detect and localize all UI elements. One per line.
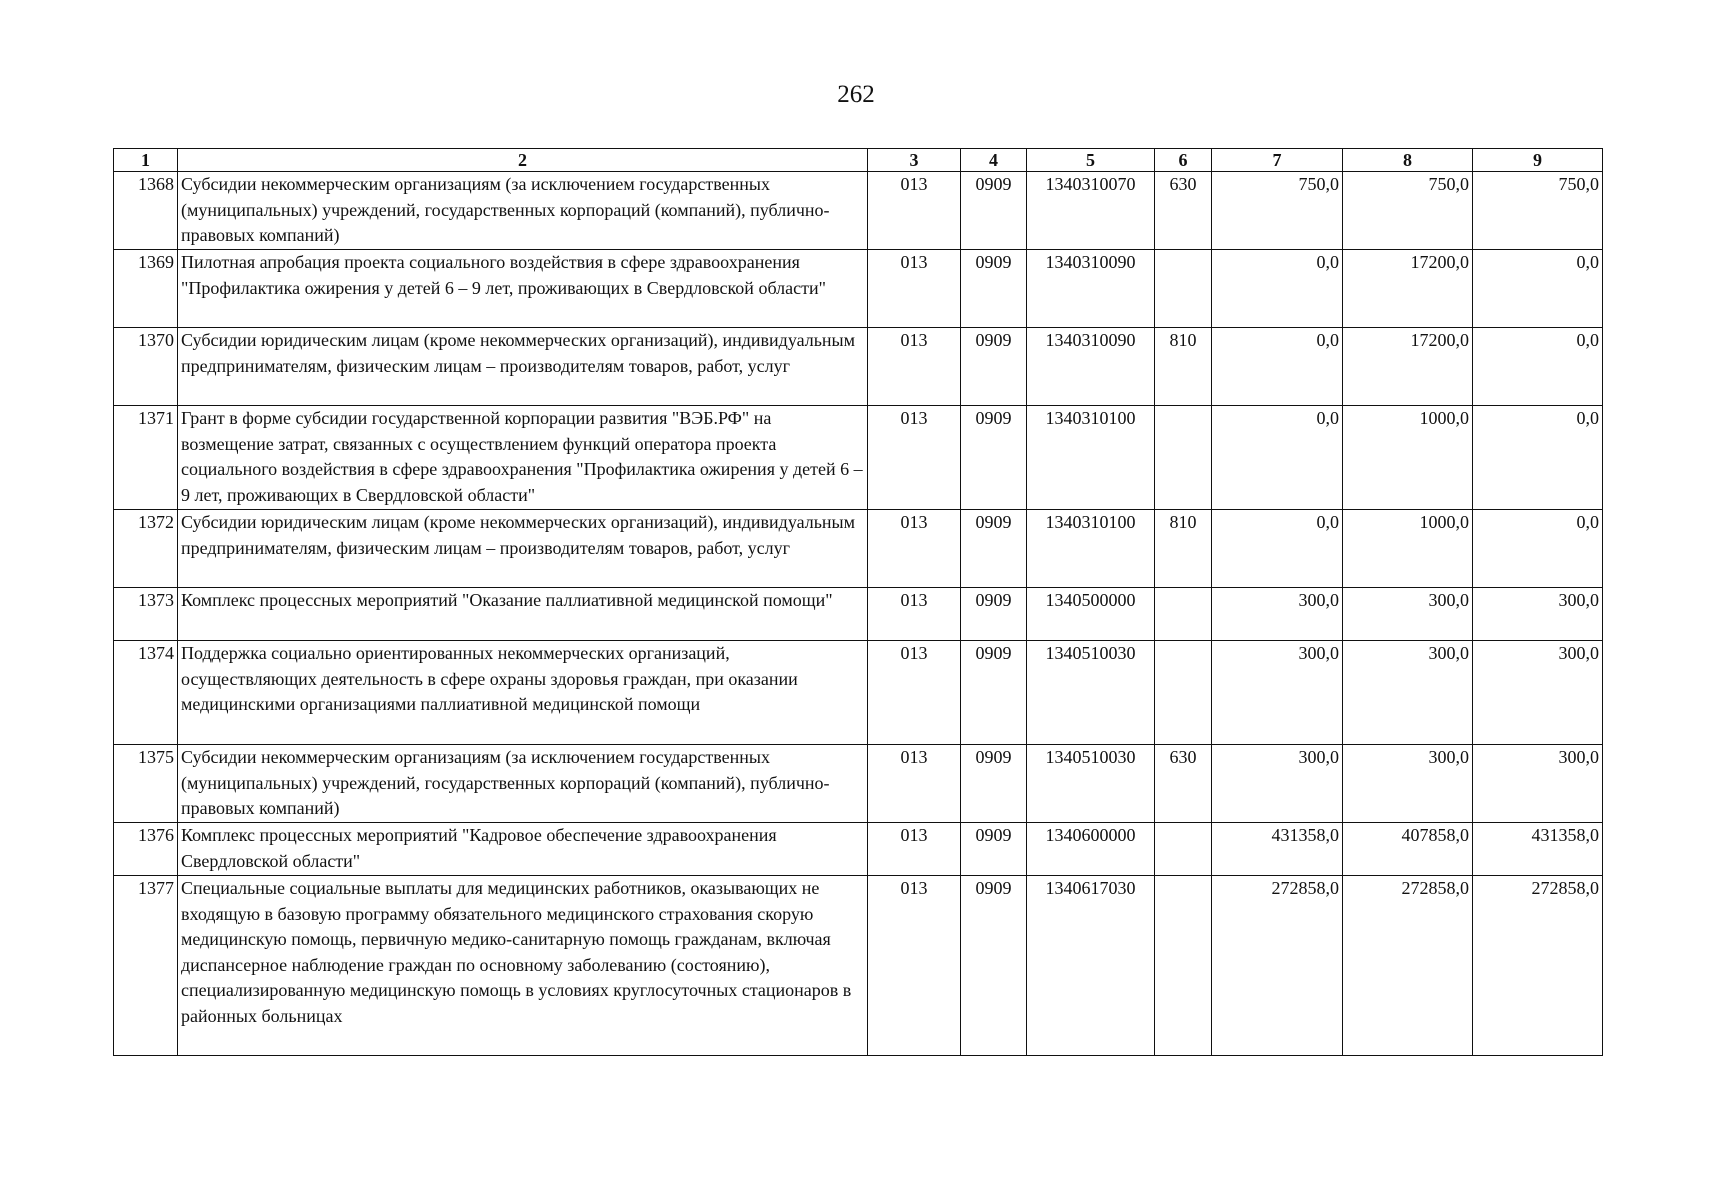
row-expense-type: 630 xyxy=(1155,745,1212,823)
row-name: Субсидии некоммерческим организациям (за исключением государственных (муниципальных) учреждений, государственных корпораций (компаний), публично-правовых компаний) xyxy=(178,172,868,250)
row-section-code: 0909 xyxy=(961,406,1027,510)
header-col-8: 8 xyxy=(1343,149,1473,172)
table-row xyxy=(114,406,1603,510)
row-section-code: 0909 xyxy=(961,588,1027,641)
row-target-code: 1340310090 xyxy=(1027,250,1155,328)
row-value-8: 17200,0 xyxy=(1343,250,1473,328)
table-row xyxy=(114,250,1603,328)
row-expense-type xyxy=(1155,641,1212,745)
header-col-4: 4 xyxy=(961,149,1027,172)
row-value-7: 0,0 xyxy=(1212,328,1343,406)
table-row xyxy=(114,641,1603,745)
row-value-8: 17200,0 xyxy=(1343,328,1473,406)
row-section-code: 0909 xyxy=(961,823,1027,876)
row-value-7: 300,0 xyxy=(1212,641,1343,745)
header-col-9: 9 xyxy=(1473,149,1603,172)
row-ministry-code: 013 xyxy=(868,328,961,406)
row-target-code: 1340600000 xyxy=(1027,823,1155,876)
row-target-code: 1340310070 xyxy=(1027,172,1155,250)
row-number: 1369 xyxy=(114,250,178,328)
row-value-9: 300,0 xyxy=(1473,745,1603,823)
row-expense-type xyxy=(1155,823,1212,876)
row-target-code: 1340500000 xyxy=(1027,588,1155,641)
row-value-9: 0,0 xyxy=(1473,510,1603,588)
row-value-9: 272858,0 xyxy=(1473,876,1603,1056)
header-col-7: 7 xyxy=(1212,149,1343,172)
header-col-3: 3 xyxy=(868,149,961,172)
row-value-9: 0,0 xyxy=(1473,250,1603,328)
row-section-code: 0909 xyxy=(961,172,1027,250)
row-number: 1371 xyxy=(114,406,178,510)
row-target-code: 1340310090 xyxy=(1027,328,1155,406)
row-expense-type: 630 xyxy=(1155,172,1212,250)
row-section-code: 0909 xyxy=(961,745,1027,823)
header-col-1: 1 xyxy=(114,149,178,172)
row-name: Комплекс процессных мероприятий "Оказание паллиативной медицинской помощи" xyxy=(178,588,868,641)
row-name: Субсидии некоммерческим организациям (за исключением государственных (муниципальных) учреждений, государственных корпораций (компаний), публично-правовых компаний) xyxy=(178,745,868,823)
row-expense-type xyxy=(1155,250,1212,328)
row-value-7: 0,0 xyxy=(1212,406,1343,510)
row-value-7: 750,0 xyxy=(1212,172,1343,250)
table-row xyxy=(114,745,1603,823)
table-row xyxy=(114,172,1603,250)
row-name: Комплекс процессных мероприятий "Кадровое обеспечение здравоохранения Свердловской области" xyxy=(178,823,868,876)
row-number: 1376 xyxy=(114,823,178,876)
row-name: Поддержка социально ориентированных некоммерческих организаций, осуществляющих деятельность в сфере охраны здоровья граждан, при оказании медицинскими организациями паллиативной медицинской помощи xyxy=(178,641,868,745)
row-value-9: 0,0 xyxy=(1473,406,1603,510)
table-header-row xyxy=(114,149,1603,172)
row-ministry-code: 013 xyxy=(868,172,961,250)
row-expense-type xyxy=(1155,876,1212,1056)
row-value-8: 300,0 xyxy=(1343,588,1473,641)
row-section-code: 0909 xyxy=(961,641,1027,745)
row-expense-type xyxy=(1155,588,1212,641)
row-value-8: 300,0 xyxy=(1343,745,1473,823)
row-ministry-code: 013 xyxy=(868,641,961,745)
budget-table xyxy=(113,148,1603,1056)
row-section-code: 0909 xyxy=(961,250,1027,328)
row-name: Субсидии юридическим лицам (кроме некоммерческих организаций), индивидуальным предпринимателям, физическим лицам – производителям товаров, работ, услуг xyxy=(178,328,868,406)
row-number: 1368 xyxy=(114,172,178,250)
page-number: 262 xyxy=(837,81,875,108)
row-ministry-code: 013 xyxy=(868,876,961,1056)
row-expense-type: 810 xyxy=(1155,328,1212,406)
row-name: Грант в форме субсидии государственной корпорации развития "ВЭБ.РФ" на возмещение затрат, связанных с осуществлением функций оператора проекта социального воздействия в сфере здравоохранения "Профилактика ожирения у детей 6 – 9 лет, проживающих в Свердловской области" xyxy=(178,406,868,510)
header-col-5: 5 xyxy=(1027,149,1155,172)
row-value-9: 0,0 xyxy=(1473,328,1603,406)
row-number: 1372 xyxy=(114,510,178,588)
row-number: 1373 xyxy=(114,588,178,641)
row-number: 1375 xyxy=(114,745,178,823)
row-value-9: 300,0 xyxy=(1473,641,1603,745)
row-ministry-code: 013 xyxy=(868,745,961,823)
row-value-9: 431358,0 xyxy=(1473,823,1603,876)
row-target-code: 1340310100 xyxy=(1027,510,1155,588)
row-value-7: 431358,0 xyxy=(1212,823,1343,876)
row-expense-type xyxy=(1155,406,1212,510)
row-value-8: 1000,0 xyxy=(1343,510,1473,588)
table-row xyxy=(114,588,1603,641)
row-name: Специальные социальные выплаты для медицинских работников, оказывающих не входящую в базовую программу обязательного медицинского страхования скорую медицинскую помощь, первичную медико-санитарную помощь гражданам, включая диспансерное наблюдение граждан по основному заболеванию (состоянию), специализированную медицинскую помощь в условиях круглосуточных стационаров в районных больницах xyxy=(178,876,868,1056)
row-ministry-code: 013 xyxy=(868,823,961,876)
row-ministry-code: 013 xyxy=(868,250,961,328)
table-row xyxy=(114,510,1603,588)
row-value-8: 750,0 xyxy=(1343,172,1473,250)
row-target-code: 1340310100 xyxy=(1027,406,1155,510)
header-col-6: 6 xyxy=(1155,149,1212,172)
row-number: 1374 xyxy=(114,641,178,745)
row-value-7: 272858,0 xyxy=(1212,876,1343,1056)
table-row xyxy=(114,328,1603,406)
row-ministry-code: 013 xyxy=(868,510,961,588)
row-value-8: 272858,0 xyxy=(1343,876,1473,1056)
header-col-2: 2 xyxy=(178,149,868,172)
row-ministry-code: 013 xyxy=(868,588,961,641)
row-target-code: 1340617030 xyxy=(1027,876,1155,1056)
table-row xyxy=(114,823,1603,876)
row-target-code: 1340510030 xyxy=(1027,745,1155,823)
row-value-7: 300,0 xyxy=(1212,588,1343,641)
row-name: Пилотная апробация проекта социального воздействия в сфере здравоохранения "Профилактика ожирения у детей 6 – 9 лет, проживающих в Свердловской области" xyxy=(178,250,868,328)
row-value-7: 300,0 xyxy=(1212,745,1343,823)
row-number: 1370 xyxy=(114,328,178,406)
row-value-8: 300,0 xyxy=(1343,641,1473,745)
row-section-code: 0909 xyxy=(961,876,1027,1056)
row-section-code: 0909 xyxy=(961,328,1027,406)
row-name: Субсидии юридическим лицам (кроме некоммерческих организаций), индивидуальным предпринимателям, физическим лицам – производителям товаров, работ, услуг xyxy=(178,510,868,588)
row-section-code: 0909 xyxy=(961,510,1027,588)
row-value-8: 1000,0 xyxy=(1343,406,1473,510)
row-value-9: 750,0 xyxy=(1473,172,1603,250)
table-row xyxy=(114,876,1603,1056)
row-value-9: 300,0 xyxy=(1473,588,1603,641)
row-expense-type: 810 xyxy=(1155,510,1212,588)
row-value-7: 0,0 xyxy=(1212,250,1343,328)
row-value-7: 0,0 xyxy=(1212,510,1343,588)
row-target-code: 1340510030 xyxy=(1027,641,1155,745)
row-value-8: 407858,0 xyxy=(1343,823,1473,876)
row-ministry-code: 013 xyxy=(868,406,961,510)
row-number: 1377 xyxy=(114,876,178,1056)
